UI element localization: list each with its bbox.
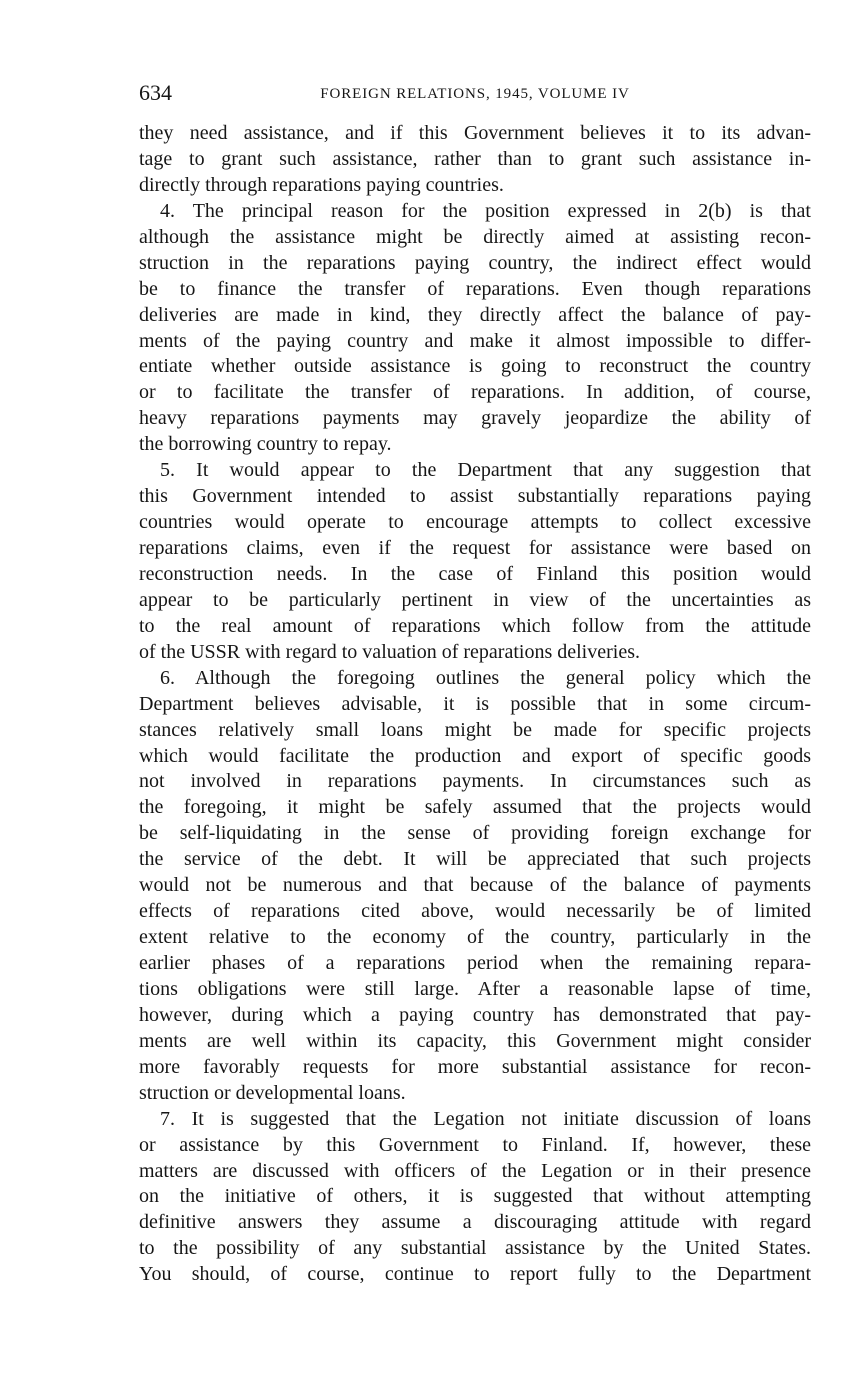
text-line: struction in the reparations paying country, the indirect effect would <box>139 251 811 274</box>
text-line: be to finance the transfer of reparations. Even though reparations <box>139 277 811 300</box>
text-line: appear to be particularly pertinent in view of the uncertainties as <box>139 588 811 611</box>
text-line: You should, of course, continue to report fully to the Department <box>139 1263 811 1286</box>
text-line: 6. Although the foregoing outlines the general policy which the <box>160 666 811 689</box>
text-line: 4. The principal reason for the position expressed in 2(b) is that <box>160 199 811 222</box>
text-line: the service of the debt. It will be appreciated that such projects <box>139 848 811 871</box>
text-line: be self-liquidating in the sense of providing foreign exchange for <box>139 822 811 845</box>
text-line: definitive answers they assume a discouraging attitude with regard <box>139 1211 811 1234</box>
text-line: however, during which a paying country has demonstrated that pay- <box>139 1003 811 1026</box>
text-line: deliveries are made in kind, they directly affect the balance of pay- <box>139 303 811 326</box>
running-head: FOREIGN RELATIONS, 1945, VOLUME IV <box>320 86 630 102</box>
text-line: the foregoing, it might be safely assumed that the projects would <box>139 796 811 819</box>
text-line: 7. It is suggested that the Legation not initiate discussion of loans <box>160 1107 811 1130</box>
text-line: reconstruction needs. In the case of Finland this position would <box>139 562 811 585</box>
text-line: to the real amount of reparations which follow from the attitude <box>139 614 811 637</box>
paragraph-continued <box>139 121 811 199</box>
text-line: ments are well within its capacity, this Government might consider <box>139 1029 811 1052</box>
document-page <box>139 78 811 1288</box>
text-line: tions obligations were still large. After a reasonable lapse of time, <box>139 977 811 1000</box>
text-line: or to facilitate the transfer of reparations. In addition, of course, <box>139 381 811 404</box>
text-line: stances relatively small loans might be made for specific projects <box>139 718 811 741</box>
text-line: Department believes advisable, it is possible that in some circum- <box>139 692 811 715</box>
text-line: directly through reparations paying countries. <box>139 173 504 196</box>
text-line: matters are discussed with officers of the Legation or in their presence <box>139 1159 811 1182</box>
paragraph-6 <box>139 666 811 1107</box>
text-line: would not be numerous and that because of the balance of payments <box>139 874 811 897</box>
text-line: reparations claims, even if the request for assistance were based on <box>139 537 811 559</box>
text-line: this Government intended to assist substantially reparations paying <box>139 485 811 508</box>
body-text <box>139 121 811 1288</box>
paragraph-5 <box>139 458 811 666</box>
text-line: 5. It would appear to the Department that any suggestion that <box>160 459 811 482</box>
text-line: countries would operate to encourage attempts to collect excessive <box>139 511 811 534</box>
text-line: tage to grant such assistance, rather than to grant such assistance in- <box>139 147 811 170</box>
text-line: on the initiative of others, it is suggested that without attempting <box>139 1185 811 1208</box>
text-line: earlier phases of a reparations period when the remaining repara- <box>139 952 811 974</box>
page-number: 634 <box>139 80 172 105</box>
text-line: although the assistance might be directly aimed at assisting recon- <box>139 225 811 248</box>
text-line: not involved in reparations payments. In circumstances such as <box>139 770 811 793</box>
text-line: struction or developmental loans. <box>139 1081 406 1104</box>
text-line: more favorably requests for more substantial assistance for recon- <box>139 1055 811 1078</box>
text-line: they need assistance, and if this Government believes it to its advan- <box>139 122 811 144</box>
text-line: which would facilitate the production and export of specific goods <box>139 744 811 767</box>
paragraph-7 <box>139 1107 811 1289</box>
paragraph-4 <box>139 199 811 458</box>
text-line: entiate whether outside assistance is going to reconstruct the country <box>139 355 811 378</box>
text-line: or assistance by this Government to Finland. If, however, these <box>139 1133 811 1156</box>
page-header <box>139 78 811 112</box>
text-line: of the USSR with regard to valuation of reparations deliveries. <box>139 640 640 663</box>
text-line: ments of the paying country and make it almost impossible to differ- <box>139 329 811 352</box>
text-line: heavy reparations payments may gravely jeopardize the ability of <box>139 407 811 430</box>
text-line: to the possibility of any substantial assistance by the United States. <box>139 1237 811 1260</box>
text-line: effects of reparations cited above, would necessarily be of limited <box>139 900 811 923</box>
text-line: the borrowing country to repay. <box>139 433 392 456</box>
text-line: extent relative to the economy of the country, particularly in the <box>139 926 811 949</box>
